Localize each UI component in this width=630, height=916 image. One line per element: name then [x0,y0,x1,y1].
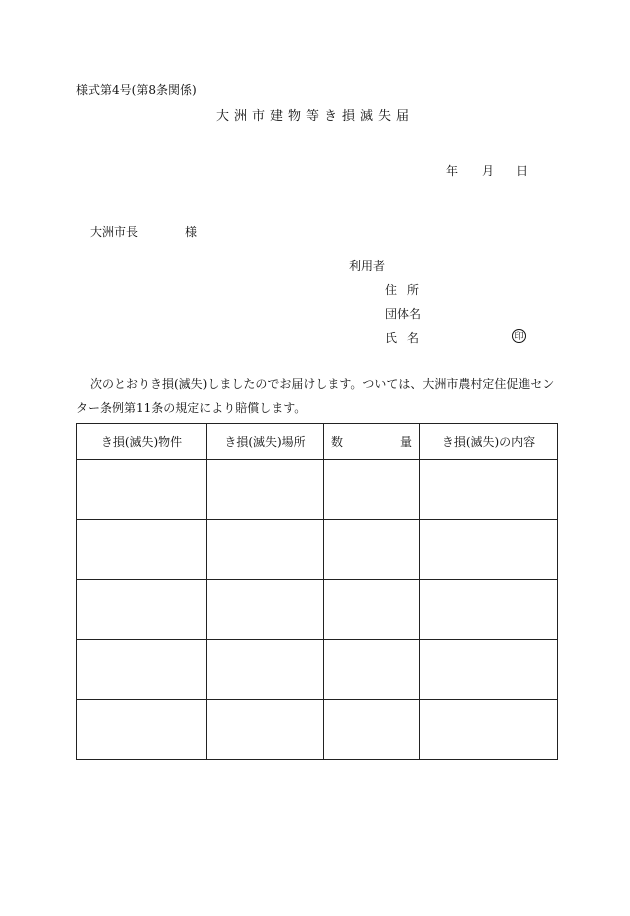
table-cell-quantity[interactable] [324,460,420,520]
name-label: 氏名 [385,331,430,345]
table-cell-place[interactable] [207,520,324,580]
body-text-line-2: ター条例第11条の規定により賠償します。 [76,401,307,415]
document-title: 大洲市建物等き損滅失届 [215,109,414,124]
body-text-line-1: 次のとおりき損(滅失)しましたのでお届けします。ついては、大洲市農村定住促進セン [90,377,555,391]
addressee-honorific: 様 [185,225,198,239]
table-cell-place[interactable] [207,700,324,760]
table-cell-place[interactable] [207,640,324,700]
header-damage-place: き損(滅失)場所 [207,424,324,460]
table-row [77,700,558,760]
group-name-label: 団体名 [385,307,422,321]
table-header-row [77,424,558,460]
address-label: 住所 [385,283,430,297]
table-cell-item[interactable] [77,520,207,580]
table-cell-content[interactable] [420,640,558,700]
table-row [77,580,558,640]
table-cell-item[interactable] [77,460,207,520]
table-row [77,460,558,520]
header-quantity-right: 量 [399,435,412,449]
table-cell-item[interactable] [77,580,207,640]
seal-mark: 印 [512,329,526,343]
table-cell-quantity[interactable] [324,520,420,580]
date-year-label: 年 [446,164,459,178]
table-cell-place[interactable] [207,580,324,640]
table-row [77,520,558,580]
table-cell-content[interactable] [420,520,558,580]
header-quantity [324,424,420,460]
applicant-heading: 利用者 [349,259,386,273]
header-damaged-item: き損(滅失)物件 [77,424,207,460]
table-cell-place[interactable] [207,460,324,520]
table-cell-content[interactable] [420,580,558,640]
table-cell-item[interactable] [77,640,207,700]
table-row [77,640,558,700]
table-cell-content[interactable] [420,460,558,520]
addressee-name: 大洲市長 [90,225,139,239]
table-cell-quantity[interactable] [324,580,420,640]
table-cell-quantity[interactable] [324,700,420,760]
date-month-label: 月 [482,164,495,178]
table-cell-item[interactable] [77,700,207,760]
form-number: 様式第4号(第8条関係) [76,83,197,97]
damage-report-table [76,423,558,760]
header-damage-content: き損(滅失)の内容 [420,424,558,460]
date-day-label: 日 [516,164,529,178]
header-quantity-left: 数 [331,435,344,449]
table-cell-content[interactable] [420,700,558,760]
table-cell-quantity[interactable] [324,640,420,700]
